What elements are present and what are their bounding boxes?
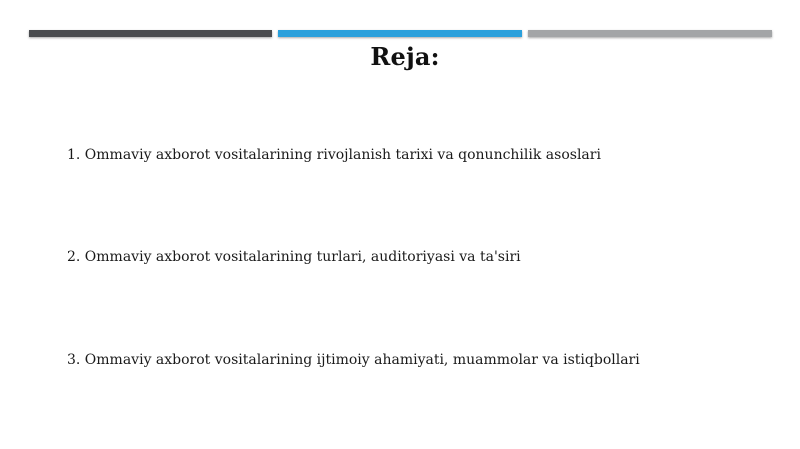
plan-item-3: 3. Ommaviy axborot vositalarining ijtimoiy ahamiyati, muammolar va istiqbollari [67,352,640,368]
header-bar-blue [278,30,522,37]
header-bar-dark [29,30,272,37]
slide-title: Reja: [370,42,440,71]
plan-item-1: 1. Ommaviy axborot vositalarining rivojlanish tarixi va qonunchilik asoslari [67,147,601,163]
header-decoration [29,30,772,38]
plan-item-2: 2. Ommaviy axborot vositalarining turlari, auditoriyasi va ta'siri [67,249,521,265]
header-bar-gray [528,30,772,37]
